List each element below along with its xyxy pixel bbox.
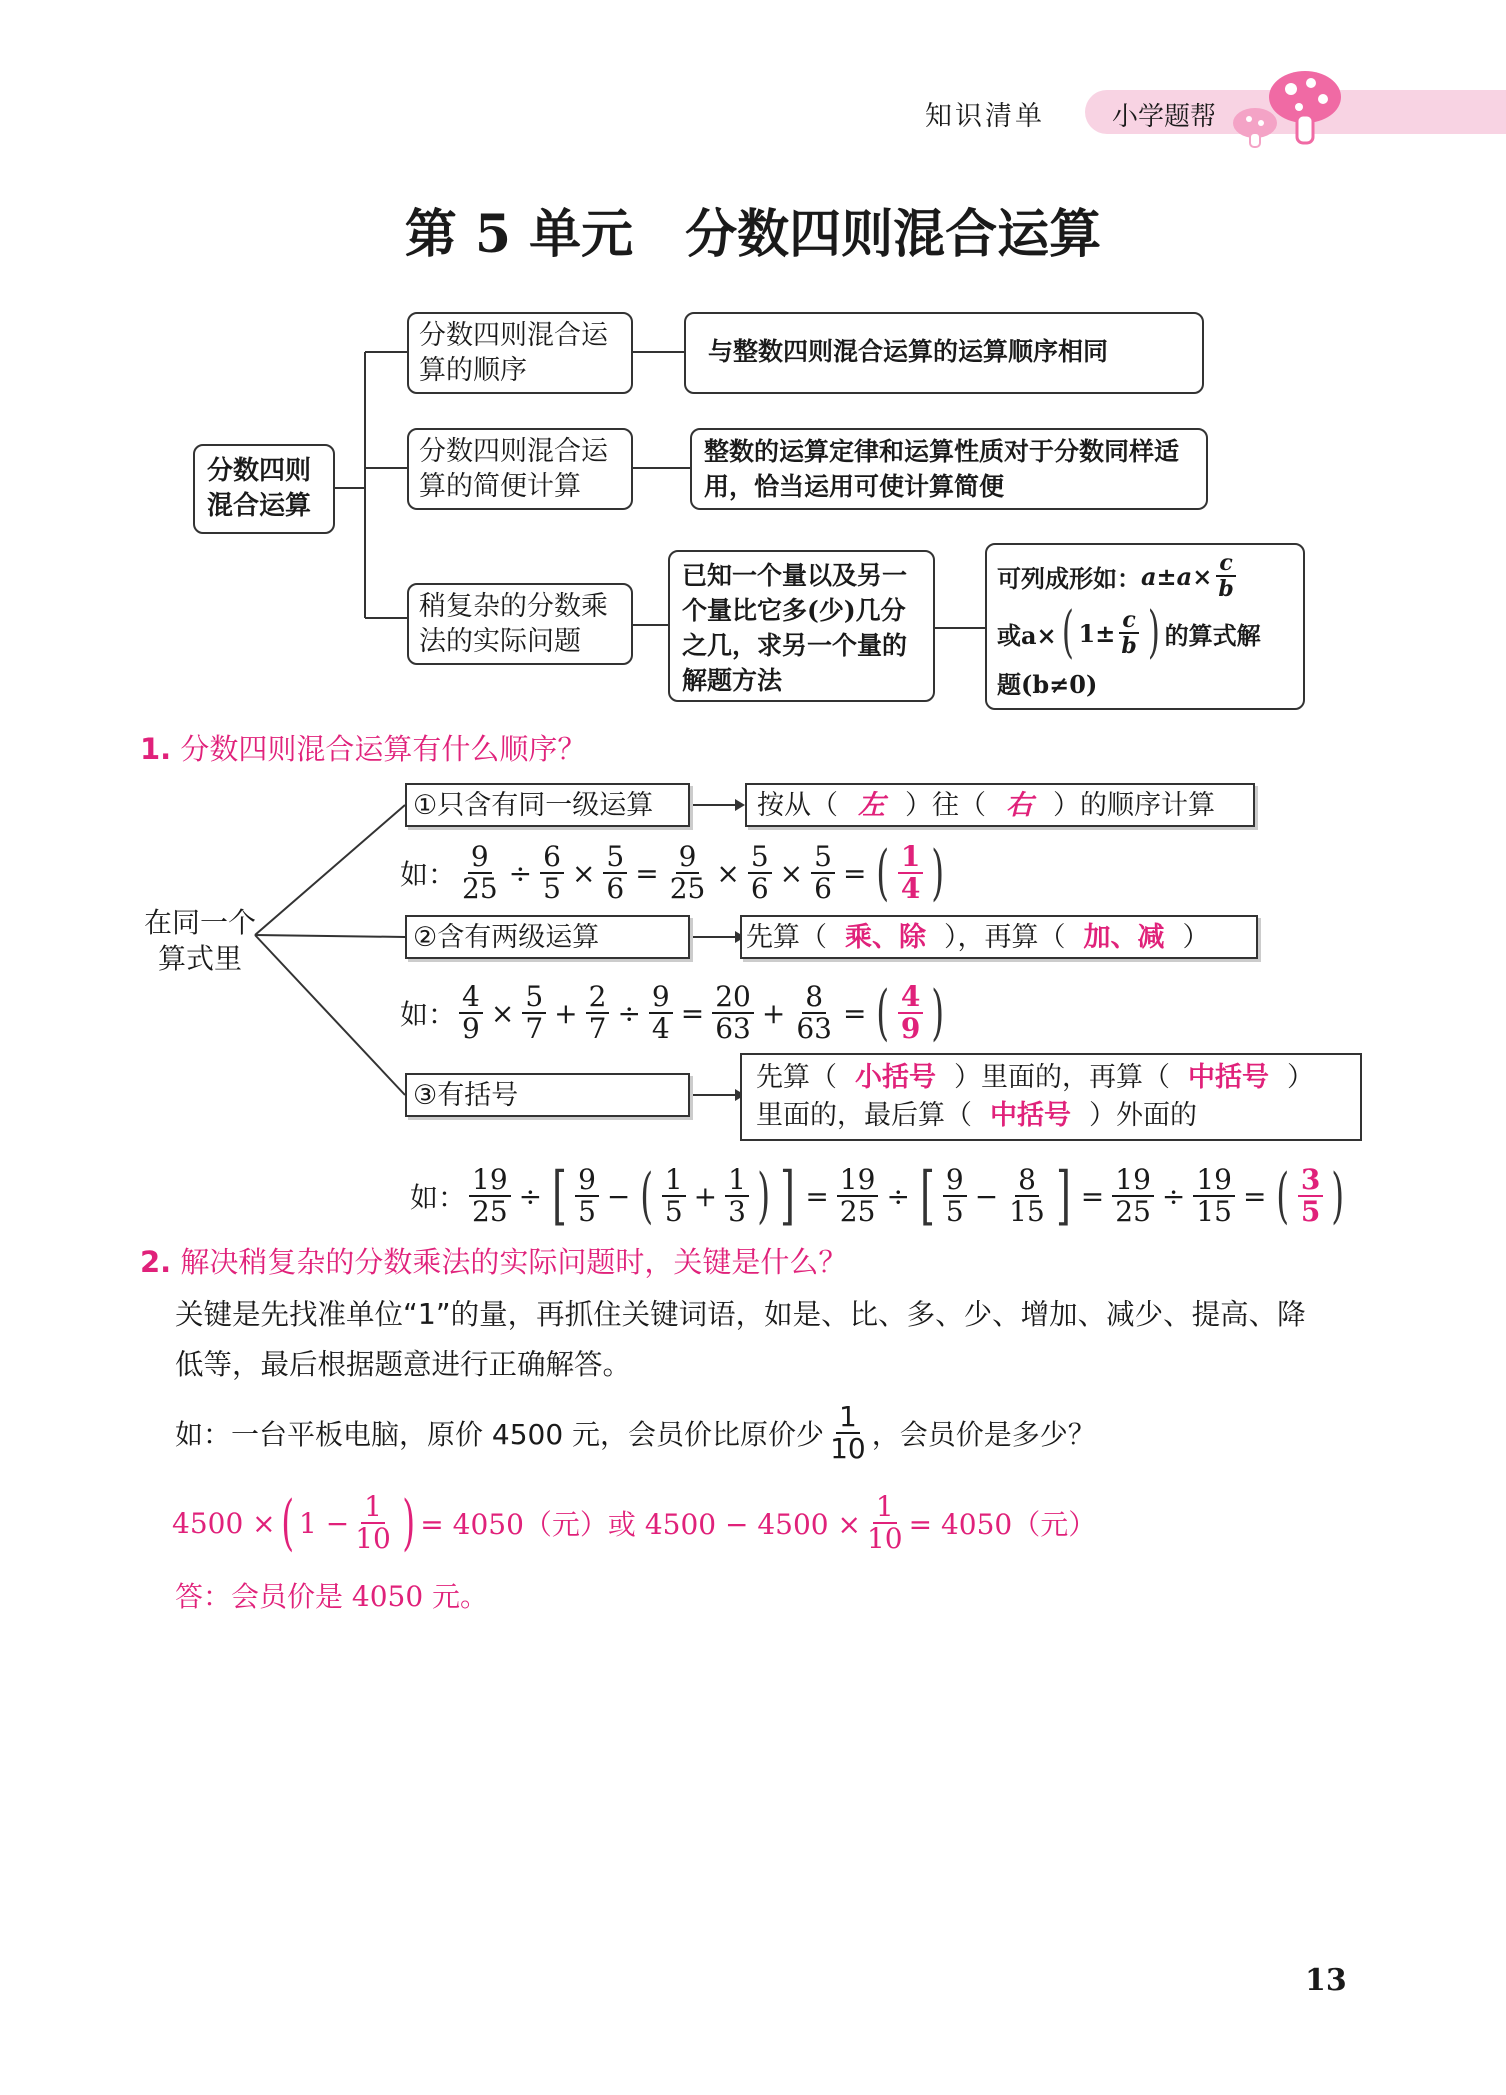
branch-simplify <box>407 428 633 510</box>
mushroom-logo-icon <box>1225 55 1345 150</box>
q2-answer-line1: 关键是先找准单位“1”的量，再抓住关键词语，如是、比、多、少、增加、减少、提高、降 <box>175 1298 1306 1331</box>
q2-solution-b: 1 − <box>299 1506 350 1540</box>
page-title: 第 5 单元 分数四则混合运算 <box>404 204 1102 265</box>
branch-order-label: 分数四则混合运算的顺序 <box>419 320 608 386</box>
q2-solution-d: = 4050（元） <box>908 1508 1097 1541</box>
q2-heading <box>140 1240 847 1281</box>
formula-prefix: 可列成形如： <box>997 563 1141 593</box>
branch-word-problem-detail-text: 已知一个量以及另一个量比它多(少)几分之几，求另一个量的解题方法 <box>682 561 908 695</box>
formula-2-inner: 1± <box>1078 618 1116 648</box>
q1-number: 1. <box>140 732 172 766</box>
formula-tail: 题(b≠0) <box>997 670 1098 699</box>
branch-order-detail <box>684 312 1204 394</box>
rule1-answer-b: 右 <box>1006 790 1033 821</box>
q2-solution-a: 4500 × <box>172 1506 276 1540</box>
q2-solution-c: = 4050（元）或 4500 − 4500 × <box>420 1508 861 1541</box>
branch-formula-box: 可列成形如： a±a× $\frac{c}{b}$ 或a× ( 1± $\frac{c}{b}$ ) 的算式解 题(b≠0) <box>985 543 1305 710</box>
header-section-label: 知识清单 <box>925 101 1045 132</box>
rule3-label-box: ③有括号 <box>405 1073 690 1117</box>
branch-word-problem <box>407 583 633 665</box>
formula-fraction: $\frac{c}{b}$ <box>1215 551 1236 601</box>
q2-solution-row: 4500 × ( 1 − $\frac{1}{10}$ ) = 4050（元）或 4500 − 4500 × $\frac{1}{10}$ = 4050（元） <box>172 1488 1097 1558</box>
q2-answer-line2: 低等，最后根据题意进行正确解答。 <box>175 1348 632 1381</box>
q2-example-fraction: $\frac{1}{10}$ <box>830 1400 866 1465</box>
example2-prefix: 如： <box>400 998 457 1031</box>
q1-context: 在同一个算式里 <box>143 906 256 975</box>
rule3-text-box: 先算（ 小括号 ）里面的，再算（ 中括号 ） 里面的，最后算（ 中括号 ）外面的 <box>740 1053 1362 1141</box>
formula-2-suffix: 的算式解 <box>1164 620 1261 650</box>
branch-word-problem-label: 稍复杂的分数乘法的实际问题 <box>419 591 608 657</box>
rule1-answer-a: 左 <box>858 790 885 821</box>
rule2-label-box: ②含有两级运算 <box>405 915 690 959</box>
q2-final-answer: 答：会员价是 4050 元。 <box>175 1580 489 1613</box>
q2-example-text-b: ，会员价是多少？ <box>871 1418 1096 1451</box>
header-brand: 小学题帮 <box>1112 102 1217 132</box>
example3-row: 如： $\frac{19}{25}$ ÷ [ $\frac{9}{5}$ − ( $\frac{1}{5}$ + $\frac{1}{3}$ ) ] = $\frac{19}{25}$ ÷ [ $\frac{9}{5}$ − $\frac{8}{15}$ ] = $\frac{19}{25}$ ÷ $\frac{19}{15}$ = ( $\frac{3}{5}$ ) <box>410 1159 1345 1233</box>
rule2-answer-a: 乘、除 <box>845 922 926 953</box>
branch-simplify-label: 分数四则混合运算的简便计算 <box>419 436 608 502</box>
q2-question: 解决稍复杂的分数乘法的实际问题时，关键是什么？ <box>180 1245 848 1279</box>
example1-row: 如： $\frac{9}{25}$ ÷ $\frac{6}{5}$ × $\frac{5}{6}$ = $\frac{9}{25}$ × $\frac{5}{6}$ × $\frac{5}{6}$ = ( $\frac{1}{4}$ ) <box>400 838 945 908</box>
example2-answer: $\frac{4}{9}$ <box>898 982 923 1044</box>
branch-order-detail-text: 与整数四则混合运算的运算顺序相同 <box>708 337 1109 366</box>
example3-answer: $\frac{3}{5}$ <box>1298 1165 1323 1227</box>
q2-example-text-a: 如：一台平板电脑，原价 4500 元，会员价比原价少 <box>175 1418 825 1451</box>
rule3-answer-c: 中括号 <box>990 1100 1071 1131</box>
rule2-text-box: 先算（ 乘、除 ），再算（ 加、减 ） <box>740 915 1258 959</box>
rule2-answer-b: 加、减 <box>1083 922 1165 953</box>
branch-simplify-detail <box>690 428 1208 510</box>
q2-example-row <box>175 1398 1096 1468</box>
example2-row: 如： $\frac{4}{9}$ × $\frac{5}{7}$ + $\frac{2}{7}$ ÷ $\frac{9}{4}$ = $\frac{20}{63}$ + $\frac{8}{63}$ = ( $\frac{4}{9}$ ) <box>400 978 945 1048</box>
branch-simplify-detail-text: 整数的运算定律和运算性质对于分数同样适用，恰当运用可使计算简便 <box>704 437 1180 501</box>
rule3-answer-b: 中括号 <box>1188 1062 1269 1093</box>
rule1-text-box: 按从（ 左 ）往（ 右 ）的顺序计算 <box>745 783 1255 827</box>
formula-2-fraction: $\frac{c}{b}$ <box>1118 608 1139 658</box>
example3-prefix: 如： <box>410 1181 467 1214</box>
mindmap-root-label: 分数四则混合运算 <box>207 456 312 521</box>
page-number: 13 <box>1305 1963 1347 1998</box>
formula-2-prefix: 或a× <box>997 620 1057 650</box>
q1-heading <box>140 727 586 768</box>
rule1-label-box: ①只含有同一级运算 <box>405 783 690 827</box>
q2-number: 2. <box>140 1245 172 1279</box>
example1-prefix: 如： <box>400 858 457 891</box>
mindmap-root <box>193 444 335 534</box>
q1-question: 分数四则混合运算有什么顺序？ <box>180 732 587 766</box>
branch-order <box>407 312 633 394</box>
formula-1: a±a× <box>1141 561 1213 591</box>
branch-word-problem-detail <box>668 550 935 702</box>
example1-answer: $\frac{1}{4}$ <box>898 842 923 904</box>
rule3-answer-a: 小括号 <box>855 1062 936 1093</box>
